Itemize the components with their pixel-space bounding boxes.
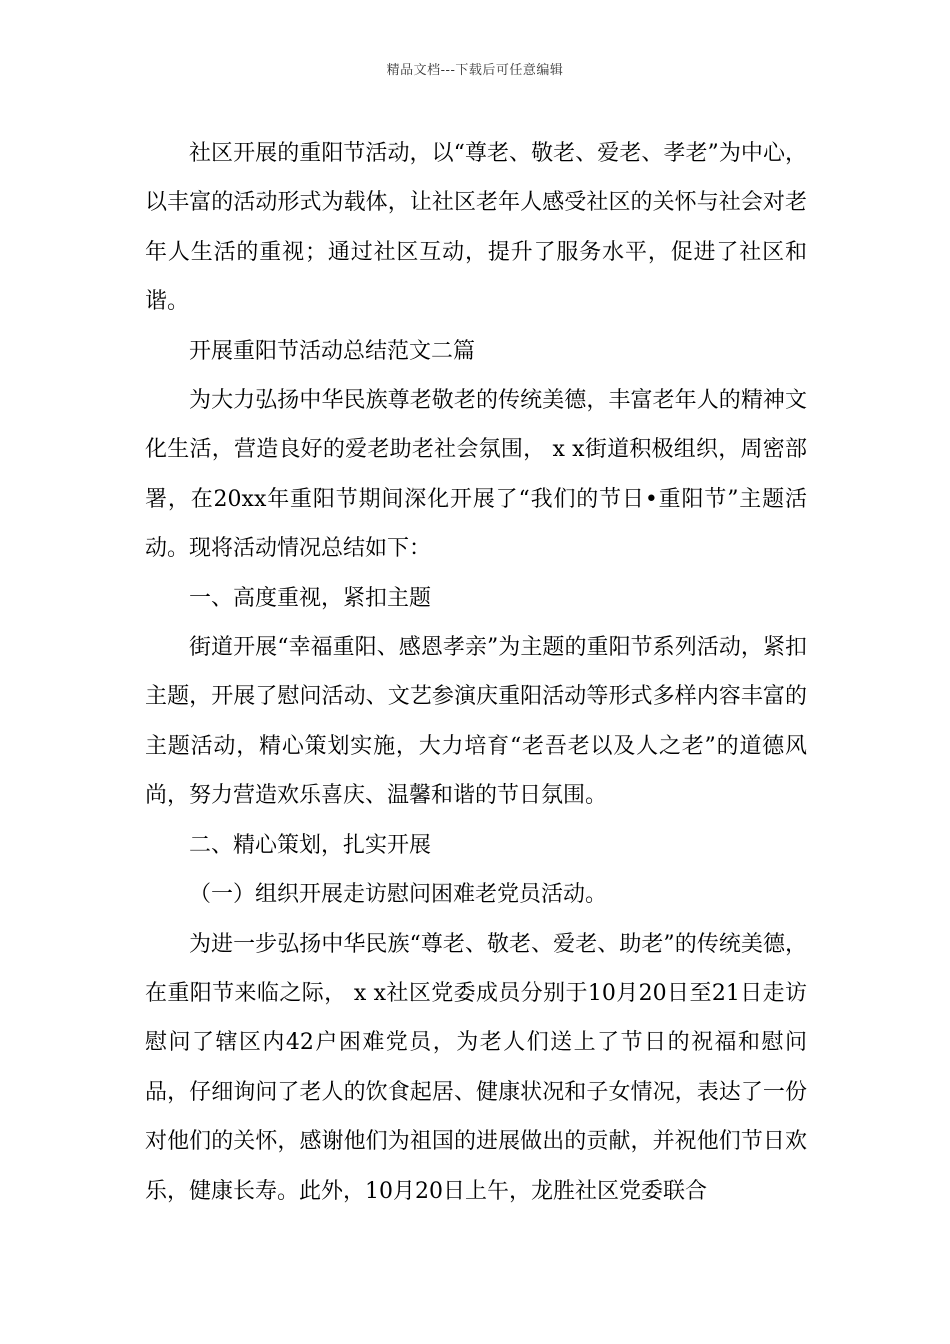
paragraph: 社区开展的重阳节活动，以“尊老、敬老、爱老、孝老”为中心，以丰富的活动形式为载体，让社区老年人感受社区的关怀与社会对老年人生活的重视；通过社区互动，提升了服务水平，促进了社区和谐。 <box>145 141 807 315</box>
section-heading: 一、高度重视，紧扣主题 <box>189 585 432 611</box>
page-header: 精品文档---下载后可任意编辑 <box>386 63 564 78</box>
document-body <box>145 129 807 1216</box>
paragraph: 街道开展“幸福重阳、感恩孝亲”为主题的重阳节系列活动，紧扣主题，开展了慰问活动、文艺参演庆重阳活动等形式多样内容丰富的主题活动，精心策划实施，大力培育“老吾老以及人之老”的道德风尚，努力营造欢乐喜庆、温馨和谐的节日氛围。 <box>145 635 807 809</box>
section-heading: 二、精心策划，扎实开展 <box>189 832 432 858</box>
paragraph: 为进一步弘扬中华民族“尊老、敬老、爱老、助老”的传统美德，在重阳节来临之际， x x社区党委成员分别于10月20日至21日走访慰问了辖区内42户困难党员，为老人们送上了节日的祝福和慰问品，仔细询问了老人的饮食起居、健康状况和子女情况，表达了一份对他们的关怀，感谢他们为祖国的进展做出的贡献，并祝他们节日欢乐，健康长寿。此外，10月20日上午，龙胜社区党委联合 <box>145 931 807 1204</box>
subsection-heading: （一）组织开展走访慰问困难老党员活动。 <box>189 882 608 908</box>
paragraph: 为大力弘扬中华民族尊老敬老的传统美德，丰富老年人的精神文化生活，营造良好的爱老助老社会氛围， x x街道积极组织，周密部署，在20xx年重阳节期间深化开展了“我们的节日•重阳节”主题活动。现将活动情况总结如下： <box>145 388 807 562</box>
section-title: 开展重阳节活动总结范文二篇 <box>189 338 476 364</box>
